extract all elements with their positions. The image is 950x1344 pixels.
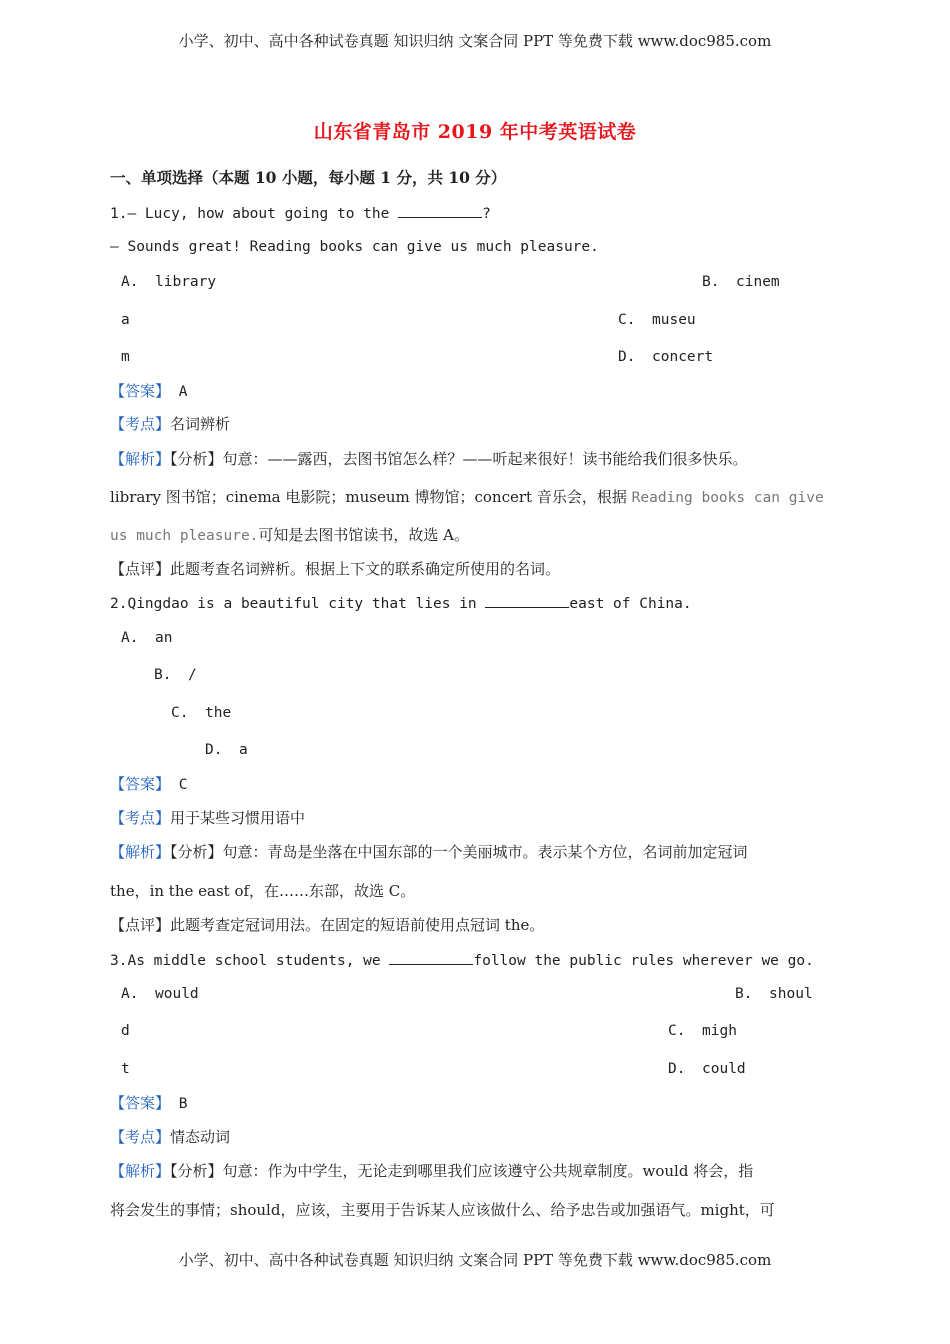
q1-line2: — Sounds great! Reading books can give us much pleasure. xyxy=(110,239,599,255)
q1-analysis-2 xyxy=(110,487,824,508)
q3-option-a-letter: A. xyxy=(121,986,139,1002)
q3-point-text: 情态动词 xyxy=(170,1128,231,1146)
q1-option-b-letter: B. xyxy=(702,274,720,290)
q2-option-d-text: a xyxy=(239,742,248,758)
q3-option-d-letter: D. xyxy=(668,1061,686,1077)
q3-stem-text: 3.As middle school students, we xyxy=(110,953,390,969)
q3-point xyxy=(110,1127,230,1147)
q1-analysis-3-text: 可知是去图书馆读书，故选 A。 xyxy=(258,526,470,544)
q1-review xyxy=(110,559,560,579)
q3-option-d-text: could xyxy=(702,1061,746,1077)
q3-stem-end: follow the public rules wherever we go. xyxy=(473,953,814,969)
analysis-tag: 【解析】 xyxy=(110,450,171,468)
q3-wrap-1: d xyxy=(121,1023,130,1039)
q1-option-b xyxy=(702,272,780,292)
q2-option-a xyxy=(121,628,172,648)
q2-analysis-1-text: 【分析】句意：青岛是坐落在中国东部的一个美丽城市。表示某个方位，名词前加定冠词 xyxy=(170,843,748,861)
q2-option-a-letter: A. xyxy=(121,630,139,646)
q1-option-d xyxy=(618,347,713,367)
q3-analysis-2: 将会发生的事情；should，应该，主要用于告诉某人应该做什么、给予忠告或加强语气。might，可 xyxy=(110,1201,775,1219)
q1-analysis-1 xyxy=(110,449,748,469)
q3-option-c xyxy=(668,1021,737,1041)
q1-point-text: 名词辨析 xyxy=(170,415,231,433)
answer-tag: 【答案】 xyxy=(110,1094,171,1112)
q3-option-b xyxy=(735,984,813,1004)
q1-analysis-3 xyxy=(110,525,469,546)
q1-wrap-1: a xyxy=(121,312,130,328)
q1-analysis-2-quote: Reading books can give xyxy=(631,490,824,506)
q1-blank xyxy=(398,203,482,218)
q2-option-c xyxy=(171,703,231,723)
q3-analysis-1-text: 【分析】句意：作为中学生，无论走到哪里我们应该遵守公共规章制度。would 将会，指 xyxy=(170,1162,754,1180)
page-footer: 小学、初中、高中各种试卷真题 知识归纳 文案合同 PPT 等免费下载 www.doc985.com xyxy=(178,1251,772,1269)
q2-stem xyxy=(110,593,692,614)
q1-stem-text: 1.— Lucy, how about going to the xyxy=(110,206,399,222)
q2-option-c-letter: C. xyxy=(171,705,189,721)
q1-analysis-3-quote: us much pleasure. xyxy=(110,528,259,544)
q3-answer xyxy=(110,1093,187,1114)
q1-option-d-letter: D. xyxy=(618,349,636,365)
q1-wrap-2: m xyxy=(121,349,130,365)
q1-option-d-text: concert xyxy=(652,349,714,365)
q1-option-c xyxy=(618,310,696,330)
point-tag: 【考点】 xyxy=(110,1128,171,1146)
q3-option-a xyxy=(121,984,199,1004)
q2-analysis-2: the，in the east of，在……东部，故选 C。 xyxy=(110,882,416,900)
q2-stem-text: 2.Qingdao is a beautiful city that lies in xyxy=(110,596,486,612)
q3-analysis-1 xyxy=(110,1161,753,1181)
q2-option-d-letter: D. xyxy=(205,742,223,758)
review-tag: 【点评】 xyxy=(110,916,171,934)
analysis-tag: 【解析】 xyxy=(110,1162,171,1180)
q1-analysis-1-text: 【分析】句意：——露西，去图书馆怎么样？——听起来很好！读书能给我们很多快乐。 xyxy=(170,450,748,468)
q3-option-a-text: would xyxy=(155,986,199,1002)
answer-tag: 【答案】 xyxy=(110,382,171,400)
q1-option-c-letter: C. xyxy=(618,312,636,328)
section-heading: 一、单项选择（本题 10 小题，每小题 1 分，共 10 分） xyxy=(110,168,507,187)
q3-stem xyxy=(110,950,814,971)
q1-option-b-text: cinem xyxy=(736,274,780,290)
q2-answer-value: C xyxy=(170,777,188,793)
q1-review-text: 此题考查名词辨析。根据上下文的联系确定所使用的名词。 xyxy=(170,560,561,578)
point-tag: 【考点】 xyxy=(110,809,171,827)
q1-answer-value: A xyxy=(170,384,188,400)
point-tag: 【考点】 xyxy=(110,415,171,433)
q2-answer xyxy=(110,774,187,795)
q1-answer xyxy=(110,381,187,402)
answer-tag: 【答案】 xyxy=(110,775,171,793)
q1-point xyxy=(110,414,230,434)
q2-analysis-1 xyxy=(110,842,748,862)
q2-option-b-letter: B. xyxy=(154,667,172,683)
q2-review xyxy=(110,915,544,935)
q2-option-d xyxy=(205,740,248,760)
q2-point xyxy=(110,808,305,828)
q1-option-a-letter: A. xyxy=(121,274,139,290)
q2-blank xyxy=(485,593,569,608)
q3-option-c-text: migh xyxy=(702,1023,737,1039)
q1-stem-end: ? xyxy=(482,206,491,222)
q1-stem xyxy=(110,203,491,224)
analysis-tag: 【解析】 xyxy=(110,843,171,861)
q2-option-b-text: / xyxy=(188,667,197,683)
q2-option-c-text: the xyxy=(205,705,232,721)
q3-option-c-letter: C. xyxy=(668,1023,686,1039)
review-tag: 【点评】 xyxy=(110,560,171,578)
q2-point-text: 用于某些习惯用语中 xyxy=(170,809,306,827)
q3-option-b-text: shoul xyxy=(769,986,813,1002)
q1-analysis-2-text: library 图书馆；cinema 电影院；museum 博物馆；concert 音乐会，根据 xyxy=(110,488,632,506)
q3-wrap-2: t xyxy=(121,1061,130,1077)
q3-option-b-letter: B. xyxy=(735,986,753,1002)
q3-blank xyxy=(389,950,473,965)
page-title: 山东省青岛市 2019 年中考英语试卷 xyxy=(313,121,637,143)
q2-stem-end: east of China. xyxy=(569,596,692,612)
q1-option-a xyxy=(121,272,216,292)
q1-option-a-text: library xyxy=(155,274,217,290)
q2-option-a-text: an xyxy=(155,630,173,646)
q2-option-b xyxy=(154,665,197,685)
q1-option-c-text: museu xyxy=(652,312,696,328)
q2-review-text: 此题考查定冠词用法。在固定的短语前使用点冠词 the。 xyxy=(170,916,545,934)
q3-option-d xyxy=(668,1059,746,1079)
q3-answer-value: B xyxy=(170,1096,188,1112)
page-header: 小学、初中、高中各种试卷真题 知识归纳 文案合同 PPT 等免费下载 www.doc985.com xyxy=(178,32,772,50)
